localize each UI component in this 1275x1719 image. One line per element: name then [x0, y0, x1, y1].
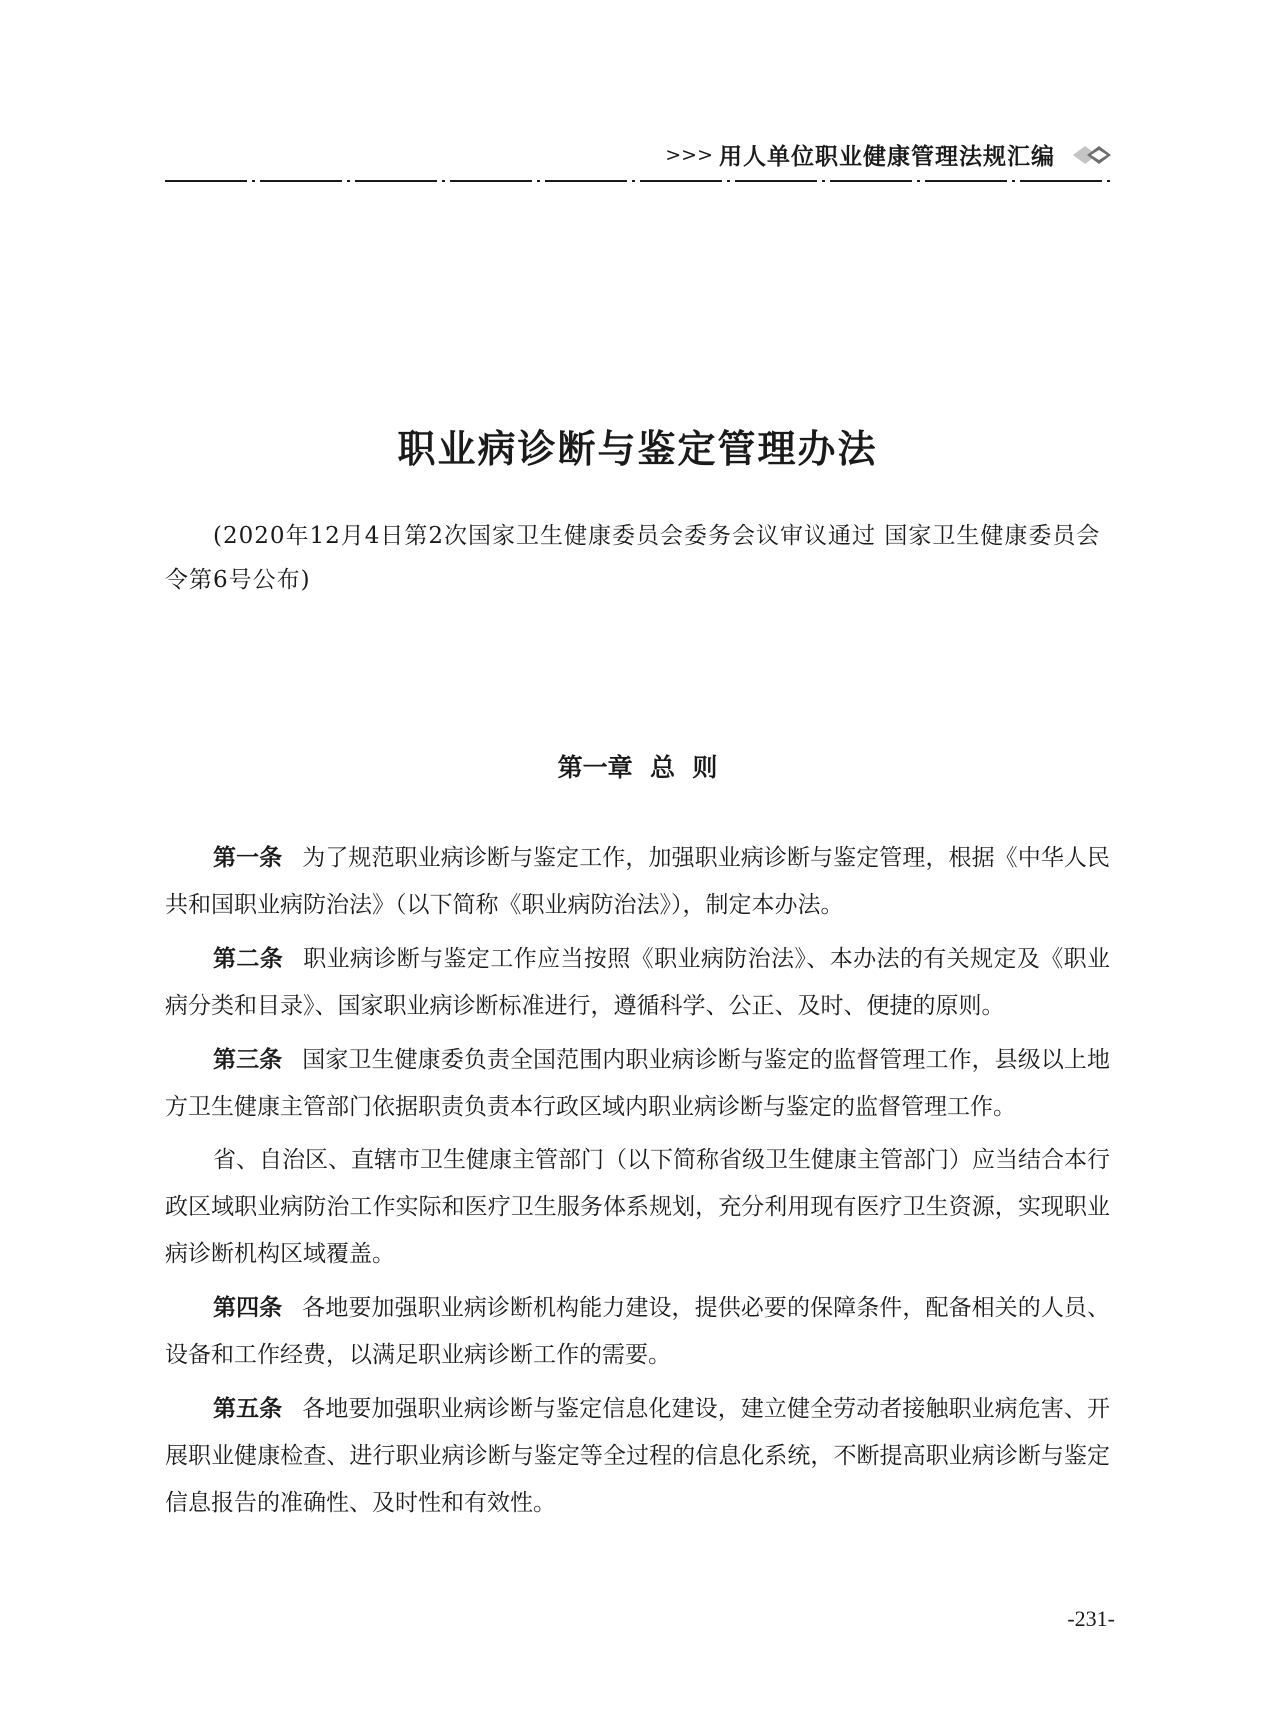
article-text: 职业病诊断与鉴定工作应当按照《职业病防治法》、本办法的有关规定及《职业病分类和目录》、国家职业病诊断标准进行，遵循科学、公正、及时、便捷的原则。 [165, 946, 1111, 1019]
promulgation-note: (2020年12月4日第2次国家卫生健康委员会委务会议审议通过 国家卫生健康委员会令第6号公布) [165, 523, 1101, 593]
article-text: 各地要加强职业病诊断与鉴定信息化建设，建立健全劳动者接触职业病危害、开展职业健康检查、进行职业病诊断与鉴定等全过程的信息化系统，不断提高职业病诊断与鉴定信息报告的准确性、及时性和有效性。 [165, 1396, 1111, 1516]
article-paragraph [165, 1385, 1110, 1527]
article-paragraph [165, 1036, 1110, 1131]
article-paragraph [165, 935, 1110, 1030]
running-header [665, 138, 1119, 171]
article-text: 省、自治区、直辖市卫生健康主管部门（以下简称省级卫生健康主管部门）应当结合本行政区域职业病防治工作实际和医疗卫生服务体系规划，充分利用现有医疗卫生资源，实现职业病诊断机构区域覆盖。 [165, 1147, 1110, 1267]
article-paragraph [165, 1284, 1110, 1379]
header-rule [165, 180, 1110, 182]
article-paragraph [165, 1137, 1110, 1278]
chapter-heading: 第一章 总 则 [557, 753, 718, 782]
article-paragraph [165, 834, 1110, 929]
article-list [165, 834, 1110, 1533]
article-number: 第二条 [213, 945, 284, 972]
article-text: 国家卫生健康委负责全国范围内职业病诊断与鉴定的监督管理工作，县级以上地方卫生健康主管部门依据职责负责本行政区域内职业病诊断与鉴定的监督管理工作。 [165, 1047, 1111, 1120]
page-number: -231- [1067, 1606, 1115, 1631]
book-title: 用人单位职业健康管理法规汇编 [719, 143, 1055, 170]
article-text: 为了规范职业病诊断与鉴定工作，加强职业病诊断与鉴定管理，根据《中华人民共和国职业病防治法》（以下简称《职业病防治法》），制定本办法。 [165, 845, 1111, 918]
article-text: 各地要加强职业病诊断机构能力建设，提供必要的保障条件，配备相关的人员、设备和工作经费，以满足职业病诊断工作的需要。 [165, 1295, 1111, 1368]
article-number: 第三条 [213, 1046, 283, 1073]
article-number: 第五条 [213, 1395, 283, 1422]
document-title: 职业病诊断与鉴定管理办法 [397, 426, 878, 471]
article-number: 第一条 [213, 844, 283, 871]
chevron-marks: >>> [665, 143, 713, 166]
article-number: 第四条 [213, 1294, 283, 1321]
double-diamond-icon [1061, 143, 1119, 167]
